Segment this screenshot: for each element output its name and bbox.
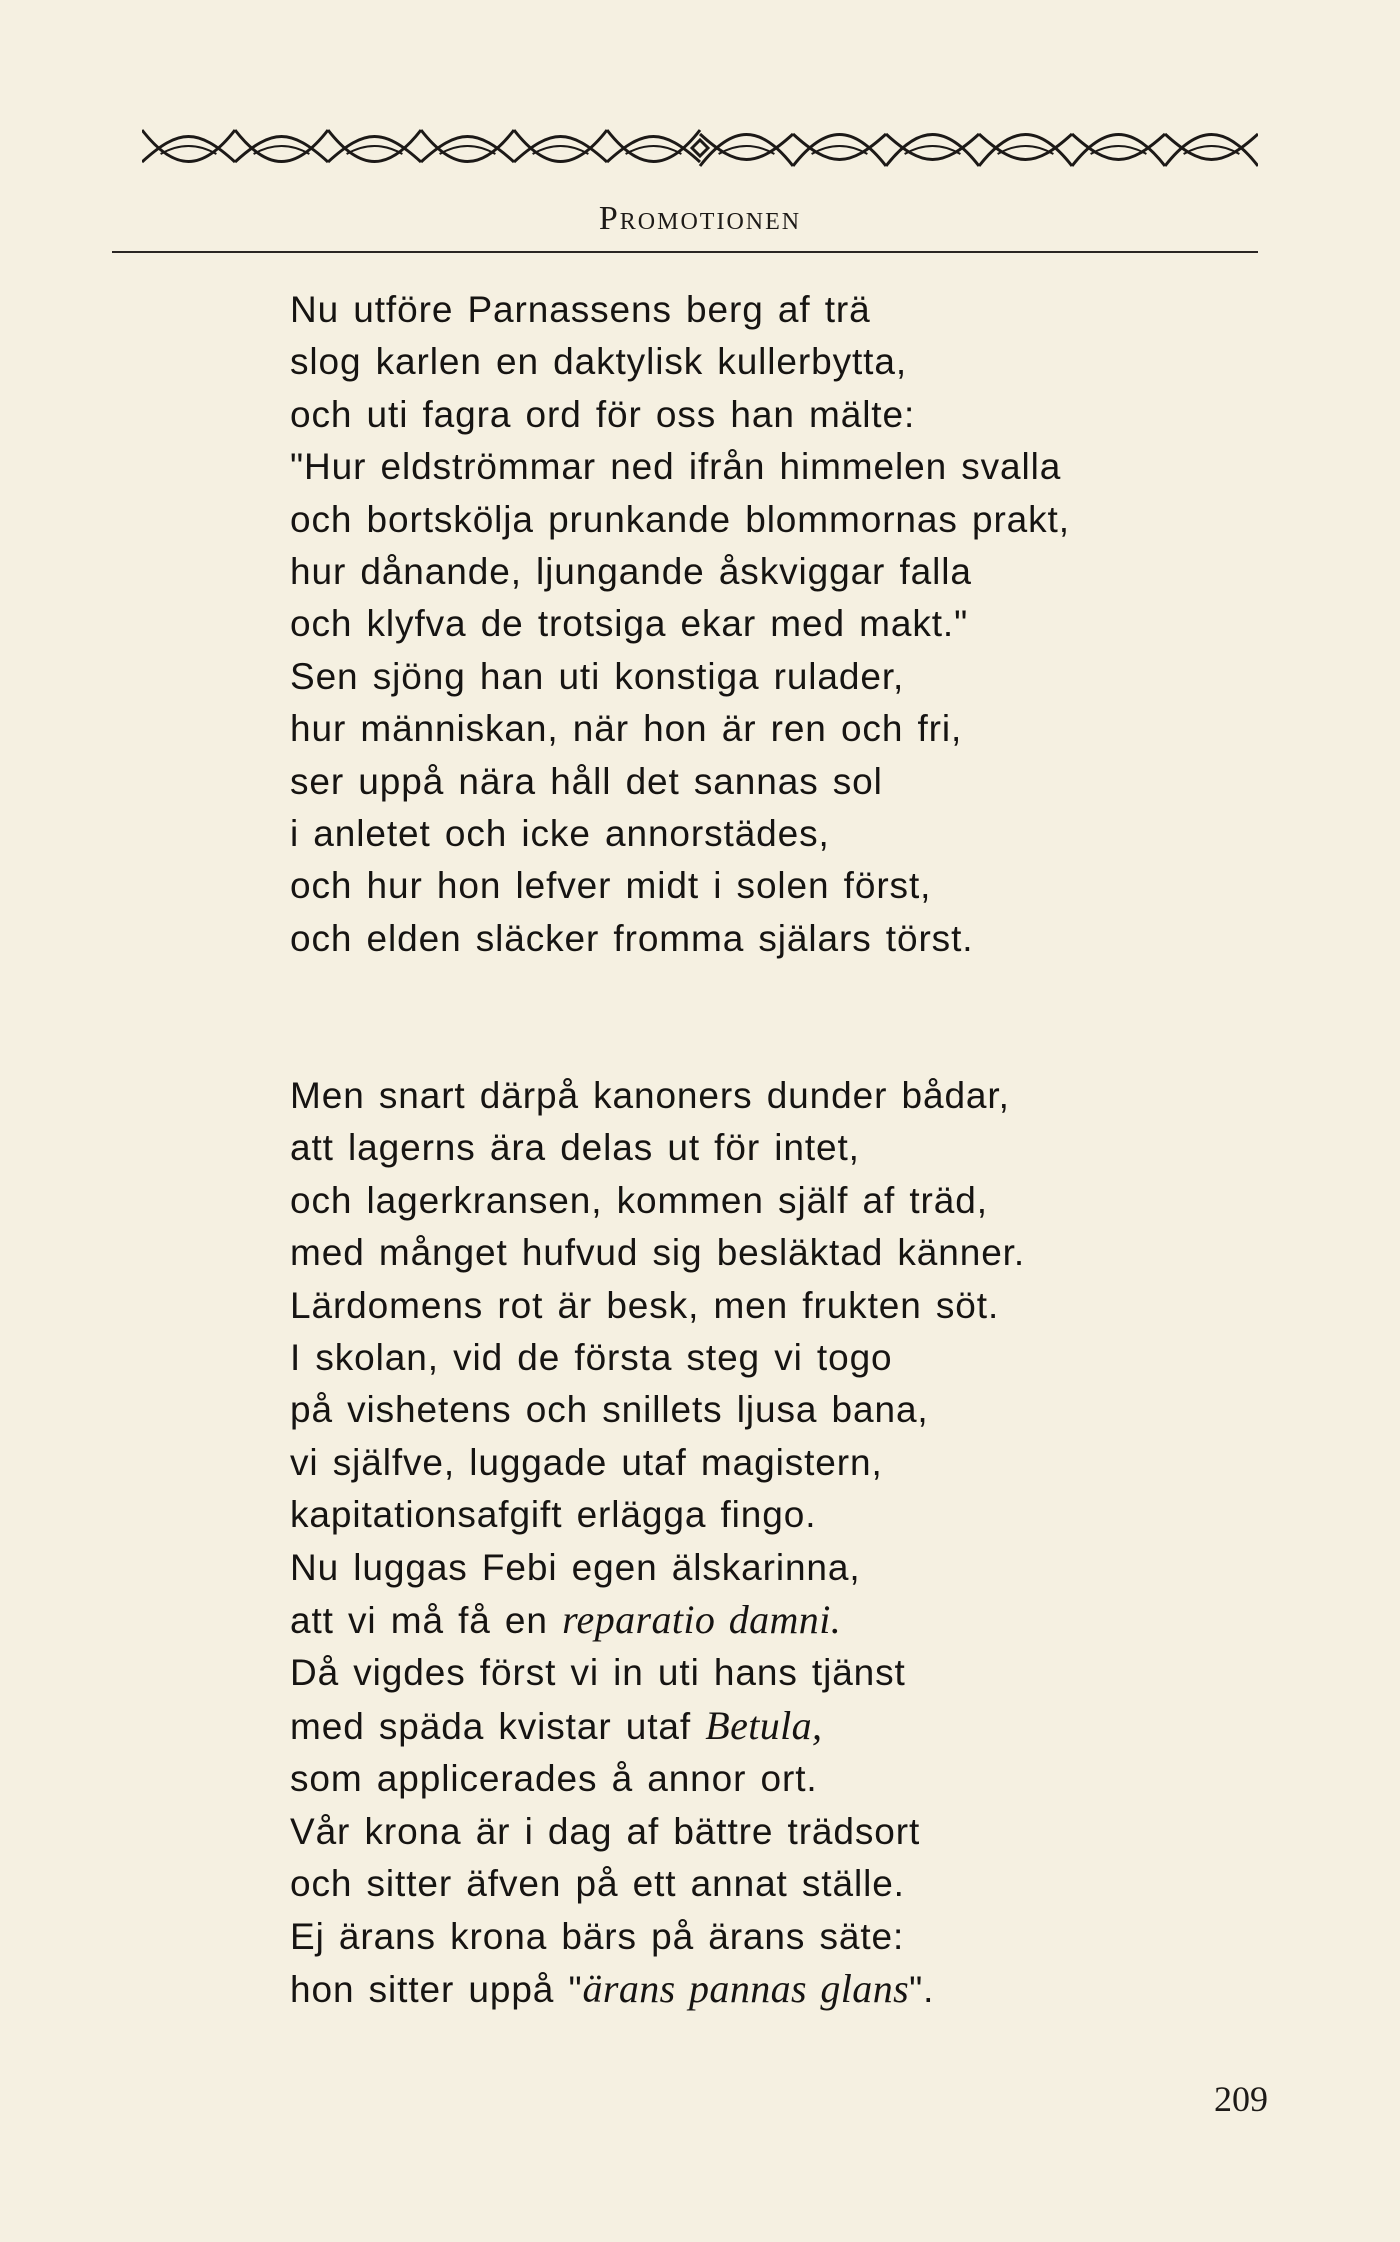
ornament-center-diamond: [692, 140, 708, 156]
poem-line: och bortskölja prunkande blommornas prakt,: [290, 498, 1070, 540]
poem-line: och uti fagra ord för oss han mälte:: [290, 393, 916, 435]
poem-line: [290, 1594, 1025, 1647]
poem-line: och sitter äfven på ett annat ställe.: [290, 1863, 905, 1905]
ornament-loop: [254, 146, 310, 154]
poem-line: Lärdomens rot är besk, men frukten söt.: [290, 1284, 1000, 1326]
poem-line: Då vigdes först vi in uti hans tjänst: [290, 1652, 906, 1694]
header-rule: [112, 251, 1258, 253]
ornament-loop: [886, 135, 979, 167]
poem-line: Nu luggas Febi egen älskarinna,: [290, 1546, 861, 1588]
italic-word-betula: Betula,: [705, 1702, 823, 1748]
ornament-loop: [514, 137, 607, 163]
ornament-loop: [347, 146, 403, 154]
ornament-loop: [700, 135, 793, 167]
ornament-loop: [161, 146, 217, 154]
ornament-loop: [793, 135, 886, 167]
poem-line: med månget hufvud sig besläktad känner.: [290, 1232, 1026, 1274]
poem-line-end: ".: [909, 1968, 935, 2010]
ornament-loop: [533, 146, 589, 154]
poem-line: att lagerns ära delas ut för intet,: [290, 1127, 860, 1169]
poem-line: på vishetens och snillets ljusa bana,: [290, 1389, 929, 1431]
poem-line: och klyfva de trotsiga ekar med makt.": [290, 603, 969, 645]
ornament-loop: [142, 137, 235, 163]
poem-line: kapitationsafgift erlägga fingo.: [290, 1494, 817, 1536]
running-head-title: Promotionen: [598, 200, 802, 237]
poem-line: I skolan, vid de första steg vi togo: [290, 1337, 893, 1379]
poem-line: Ej ärans krona bärs på ärans säte:: [290, 1915, 905, 1957]
ornament-loop: [1072, 135, 1165, 167]
poem-stanza-1: [290, 284, 1070, 965]
poem-line: och elden släcker fromma själars törst.: [290, 917, 974, 959]
ornament-loop: [440, 146, 496, 154]
poem-line: och lagerkransen, kommen själf af träd,: [290, 1179, 988, 1221]
poem-line: hur människan, när hon är ren och fri,: [290, 708, 963, 750]
page-number: 209: [1214, 2079, 1268, 2119]
ornament-loop: [1165, 135, 1258, 167]
poem-line: hur dånande, ljungande åskviggar falla: [290, 551, 972, 593]
poem-line: [290, 1963, 1025, 2016]
poem-line: slog karlen en daktylisk kullerbytta,: [290, 341, 908, 383]
poem-line-text: hon sitter uppå ": [290, 1968, 583, 2010]
poem-stanza-2: [290, 1070, 1025, 2016]
poem-line-text: med späda kvistar utaf: [290, 1705, 706, 1747]
italic-phrase-reparatio: reparatio damni.: [562, 1597, 842, 1643]
poem-line: Sen sjöng han uti konstiga rulader,: [290, 655, 905, 697]
poem-line: Vår krona är i dag af bättre trädsort: [290, 1810, 921, 1852]
poem-line: "Hur eldströmmar ned ifrån himmelen svalla: [290, 446, 1062, 488]
ornament-loop: [607, 137, 700, 163]
ornament-loop: [235, 137, 328, 163]
poem-line: i anletet och icke annorstädes,: [290, 813, 830, 855]
poem-line: ser uppå nära håll det sannas sol: [290, 760, 883, 802]
poem-line: Nu utföre Parnassens berg af trä: [290, 289, 871, 330]
ornament-loop: [979, 135, 1072, 167]
decorative-border-ornament: [142, 118, 1258, 178]
poem-line: [290, 1700, 1025, 1753]
poem-line: Men snart därpå kanoners dunder bådar,: [290, 1075, 1010, 1116]
ornament-loop: [626, 146, 682, 154]
poem-line-text: att vi må få en: [290, 1600, 563, 1642]
poem-line: vi själfve, luggade utaf magistern,: [290, 1441, 883, 1483]
poem-line: och hur hon lefver midt i solen först,: [290, 865, 932, 907]
ornament-loop: [421, 137, 514, 163]
poem-line: som applicerades å annor ort.: [290, 1758, 818, 1800]
italic-phrase-glans: ärans pannas glans: [582, 1965, 910, 2011]
ornament-loop: [328, 137, 421, 163]
